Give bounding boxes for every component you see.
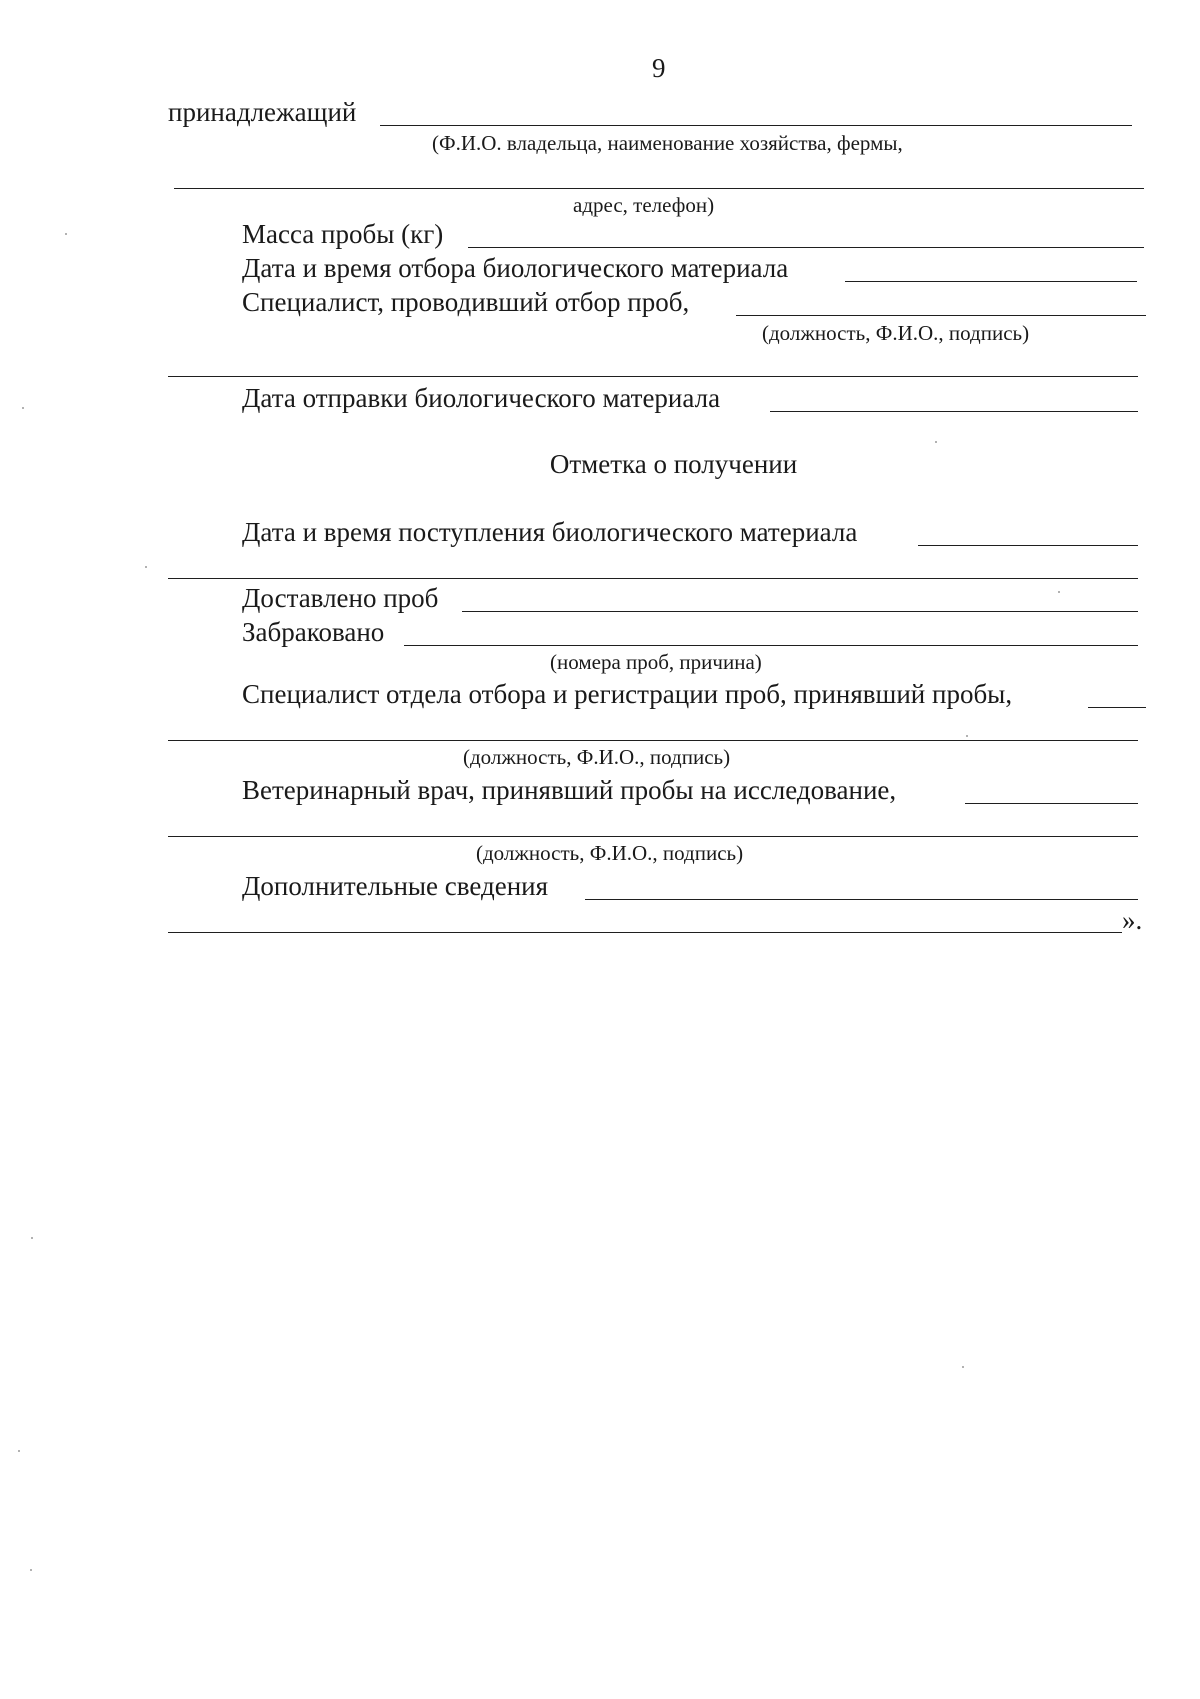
vet-label: Ветеринарный врач, принявший пробы на исследование,: [242, 775, 897, 805]
collector-label: Специалист, проводивший отбор проб,: [242, 287, 690, 317]
shipping-date-label: Дата отправки биологического материала: [242, 383, 721, 413]
mass-field[interactable]: [468, 247, 1144, 248]
owner-note: (Ф.И.О. владельца, наименование хозяйства, фермы,: [432, 131, 903, 155]
owner-field[interactable]: [380, 125, 1132, 126]
receipt-heading: Отметка о получении: [549, 449, 798, 479]
registrar-field[interactable]: [1088, 707, 1146, 708]
mass-label: Масса пробы (кг): [242, 219, 444, 249]
scan-speck: [22, 407, 24, 409]
registrar-signature-field[interactable]: [168, 740, 1138, 741]
page-number: 9: [652, 53, 666, 83]
scan-speck: [31, 1237, 33, 1239]
owner-note-address: адрес, телефон): [573, 193, 715, 217]
vet-signature-field[interactable]: [168, 836, 1138, 837]
closing-quote: ».: [1122, 905, 1143, 935]
scan-speck: [1058, 591, 1060, 593]
arrival-extra-field[interactable]: [168, 578, 1138, 579]
rejected-label: Забраковано: [242, 617, 385, 647]
rejected-field[interactable]: [404, 645, 1138, 646]
additional-info-extra-field[interactable]: [168, 932, 1122, 933]
collection-date-label: Дата и время отбора биологического материала: [242, 253, 789, 283]
collector-field[interactable]: [736, 315, 1146, 316]
collection-date-field[interactable]: [845, 281, 1137, 282]
scan-speck: [30, 1569, 32, 1571]
shipping-date-field[interactable]: [770, 411, 1138, 412]
scan-speck: [18, 1450, 20, 1452]
delivered-field[interactable]: [462, 611, 1138, 612]
rejected-note: (номера проб, причина): [550, 650, 762, 674]
vet-note: (должность, Ф.И.О., подпись): [476, 841, 744, 865]
collector-signature-field[interactable]: [168, 376, 1138, 377]
scan-speck: [962, 1366, 964, 1368]
arrival-date-label: Дата и время поступления биологического материала: [242, 517, 858, 547]
scan-speck: [145, 566, 147, 568]
vet-field[interactable]: [965, 803, 1138, 804]
collector-note: (должность, Ф.И.О., подпись): [762, 321, 1030, 345]
scan-speck: [935, 441, 937, 443]
delivered-label: Доставлено проб: [242, 583, 439, 613]
additional-info-field[interactable]: [585, 899, 1138, 900]
additional-info-label: Дополнительные сведения: [242, 871, 549, 901]
scan-speck: [966, 735, 968, 737]
owner-label: принадлежащий: [168, 97, 357, 127]
scan-speck: [65, 233, 67, 235]
registrar-note: (должность, Ф.И.О., подпись): [463, 745, 731, 769]
registrar-label: Специалист отдела отбора и регистрации проб, принявший пробы,: [242, 679, 1013, 709]
owner-address-field[interactable]: [174, 188, 1144, 189]
arrival-date-field[interactable]: [918, 545, 1138, 546]
